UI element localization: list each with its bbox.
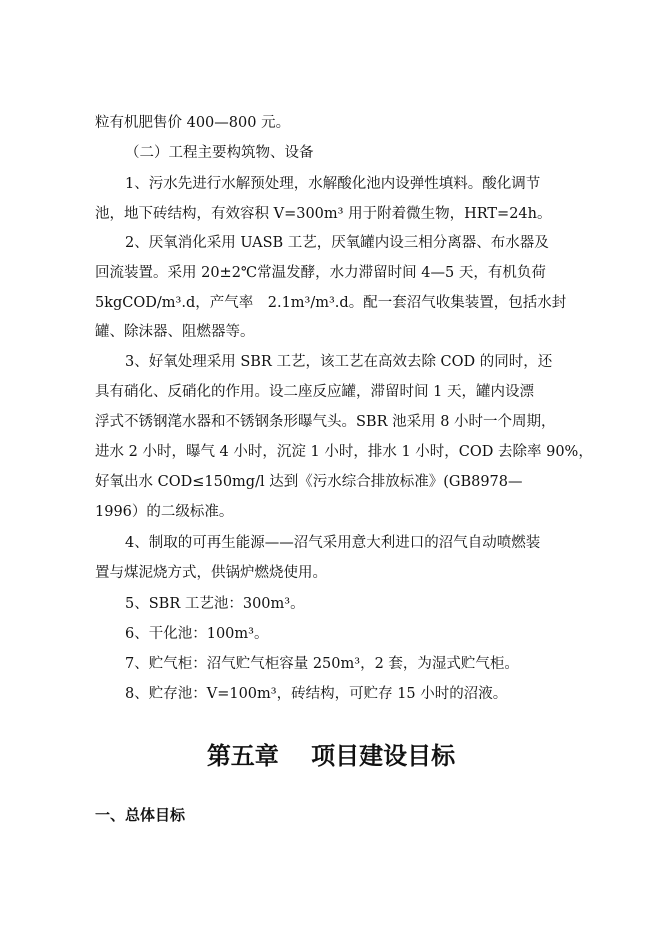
text-line-11: 浮式不锈钢滗水器和不锈钢条形曝气头。SBR 池采用 8 小时一个周期， — [95, 414, 556, 430]
section-title: 一、总体目标 — [95, 806, 186, 824]
text-line-17: 5、SBR 工艺池：300m³。 — [125, 596, 305, 612]
text-line-14: 1996）的二级标准。 — [95, 504, 234, 520]
text-line-6: 回流装置。采用 20±2℃常温发酵，水力滞留时间 4—5 天，有机负荷 — [95, 265, 546, 281]
text-line-12: 进水 2 小时，曝气 4 小时，沉淀 1 小时，排水 1 小时，COD 去除率 90%， — [95, 444, 593, 460]
text-line-4: 池，地下砖结构，有效容积 V=300m³ 用于附着微生物，HRT=24h。 — [95, 206, 552, 222]
text-line-5: 2、厌氧消化采用 UASB 工艺，厌氧罐内设三相分离器、布水器及 — [125, 235, 549, 251]
text-line-9: 3、好氧处理采用 SBR 工艺，该工艺在高效去除 COD 的同时，还 — [125, 354, 553, 370]
text-line-16: 置与煤泥烧方式，供锅炉燃烧使用。 — [95, 565, 327, 581]
text-line-20: 8、贮存池：V=100m³，砖结构，可贮存 15 小时的沼液。 — [125, 686, 508, 702]
text-line-1: 粒有机肥售价 400—800 元。 — [95, 115, 291, 131]
text-line-3: 1、污水先进行水解预处理，水解酸化池内设弹性填料。酸化调节 — [125, 176, 541, 192]
text-line-10: 具有硝化、反硝化的作用。设二座反应罐，滞留时间 1 天，罐内设漂 — [95, 384, 534, 400]
text-line-15: 4、制取的可再生能源——沼气采用意大利进口的沼气自动喷燃装 — [125, 535, 541, 551]
text-line-8: 罐、除沫器、阻燃器等。 — [95, 324, 255, 340]
text-line-7: 5kgCOD/m³.d，产气率 2.1m³/m³.d。配一套沼气收集装置，包括水封 — [95, 295, 567, 311]
text-line-18: 6、干化池：100m³。 — [125, 626, 269, 642]
text-line-19: 7、贮气柜：沼气贮气柜容量 250m³，2 套，为湿式贮气柜。 — [125, 656, 519, 672]
text-line-13: 好氧出水 COD≤150mg/l 达到《污水综合排放标准》(GB8978— — [95, 474, 523, 490]
subsection-heading: （二）工程主要构筑物、设备 — [125, 145, 314, 161]
chapter-title: 第五章 项目建设目标 — [206, 742, 456, 770]
